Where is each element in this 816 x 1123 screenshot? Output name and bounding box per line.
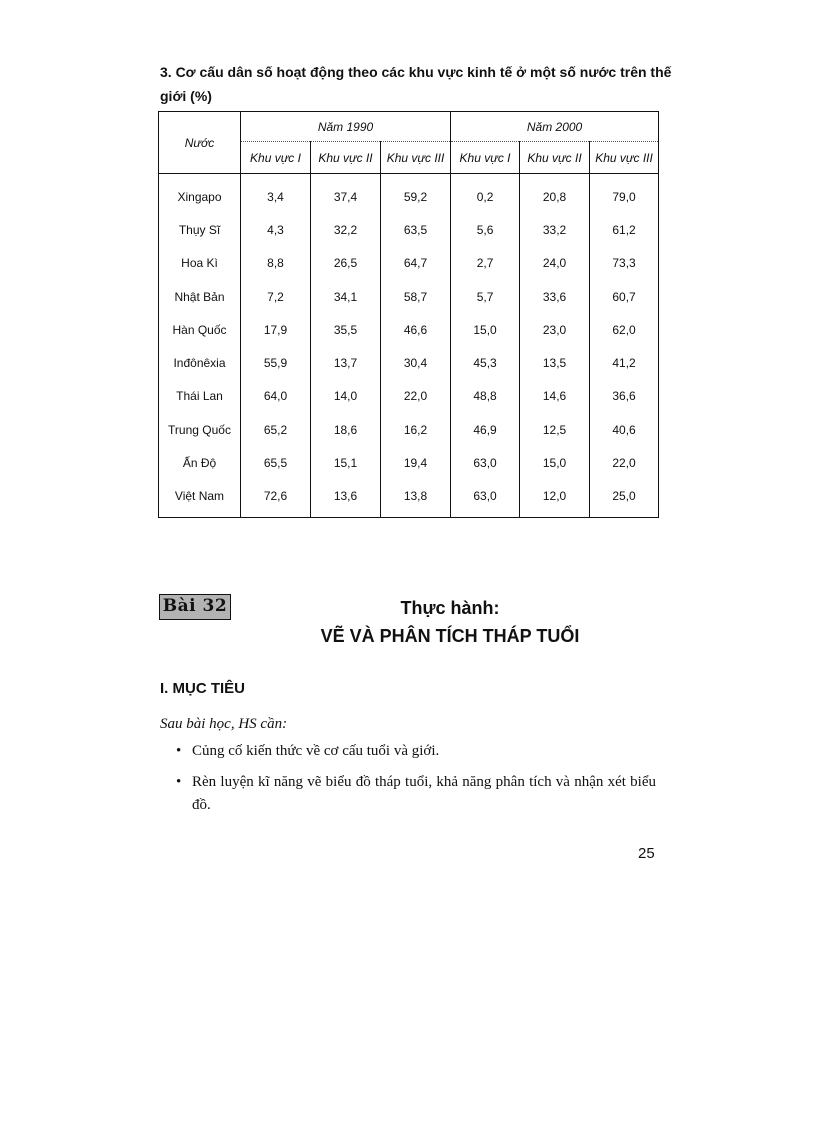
value-cell: 79,0 [590, 174, 659, 214]
value-cell: 33,2 [520, 213, 590, 246]
value-cell: 14,6 [520, 380, 590, 413]
value-cell: 60,7 [590, 280, 659, 313]
value-cell: 5,7 [451, 280, 520, 313]
value-cell: 41,2 [590, 346, 659, 379]
lesson-title-line2: VẼ VÀ PHÂN TÍCH THÁP TUỔI [320, 626, 580, 646]
value-cell: 64,0 [241, 380, 311, 413]
sector-header: Khu vực I [241, 142, 311, 174]
value-cell: 13,6 [311, 480, 381, 518]
value-cell: 46,9 [451, 413, 520, 446]
year-1990-header: Năm 1990 [241, 112, 451, 142]
value-cell: 13,7 [311, 346, 381, 379]
value-cell: 72,6 [241, 480, 311, 518]
sector-header: Khu vực II [311, 142, 381, 174]
page-number: 25 [638, 845, 655, 862]
lesson-badge: Bài 32 [159, 594, 231, 620]
value-cell: 40,6 [590, 413, 659, 446]
value-cell: 62,0 [590, 313, 659, 346]
country-column-header: Nước [159, 112, 241, 174]
table-row [159, 280, 659, 313]
sector-header: Khu vực III [381, 142, 451, 174]
bullet-icon: • [176, 743, 182, 759]
value-cell: 5,6 [451, 213, 520, 246]
table-row [159, 213, 659, 246]
value-cell: 15,0 [451, 313, 520, 346]
value-cell: 45,3 [451, 346, 520, 379]
table-row [159, 313, 659, 346]
country-cell: Xingapo [159, 174, 241, 214]
value-cell: 37,4 [311, 174, 381, 214]
country-cell: Việt Nam [159, 480, 241, 518]
country-cell: Thụy Sĩ [159, 213, 241, 246]
value-cell: 2,7 [451, 247, 520, 280]
value-cell: 4,3 [241, 213, 311, 246]
value-cell: 58,7 [381, 280, 451, 313]
value-cell: 23,0 [520, 313, 590, 346]
country-cell: Inđônêxia [159, 346, 241, 379]
value-cell: 26,5 [311, 247, 381, 280]
list-item [176, 771, 656, 817]
value-cell: 30,4 [381, 346, 451, 379]
table-row [159, 380, 659, 413]
value-cell: 33,6 [520, 280, 590, 313]
bullet-text: Củng cố kiến thức về cơ cấu tuổi và giới. [192, 743, 440, 759]
value-cell: 63,0 [451, 480, 520, 518]
value-cell: 63,0 [451, 446, 520, 479]
value-cell: 15,1 [311, 446, 381, 479]
objectives-heading: I. MỤC TIÊU [160, 680, 245, 697]
list-item [176, 740, 656, 763]
table-row [159, 247, 659, 280]
value-cell: 48,8 [451, 380, 520, 413]
country-cell: Thái Lan [159, 380, 241, 413]
value-cell: 13,8 [381, 480, 451, 518]
value-cell: 63,5 [381, 213, 451, 246]
value-cell: 14,0 [311, 380, 381, 413]
section-title: 3. Cơ cấu dân số hoạt động theo các khu vực kinh tế ở một số nước trên thế giới (%) [160, 64, 672, 104]
value-cell: 8,8 [241, 247, 311, 280]
value-cell: 61,2 [590, 213, 659, 246]
country-cell: Nhật Bản [159, 280, 241, 313]
value-cell: 12,5 [520, 413, 590, 446]
value-cell: 32,2 [311, 213, 381, 246]
objectives-list [176, 740, 656, 825]
lesson-title-line1: Thực hành: [400, 598, 500, 618]
value-cell: 18,6 [311, 413, 381, 446]
value-cell: 12,0 [520, 480, 590, 518]
table-row [159, 446, 659, 479]
value-cell: 16,2 [381, 413, 451, 446]
bullet-text: Rèn luyện kĩ năng vẽ biểu đồ tháp tuổi, khả năng phân tích và nhận xét biểu đồ. [192, 774, 656, 813]
year-2000-header: Năm 2000 [451, 112, 659, 142]
sector-header: Khu vực III [590, 142, 659, 174]
table-row [159, 480, 659, 518]
value-cell: 46,6 [381, 313, 451, 346]
value-cell: 19,4 [381, 446, 451, 479]
value-cell: 17,9 [241, 313, 311, 346]
country-cell: Ấn Độ [159, 446, 241, 479]
value-cell: 3,4 [241, 174, 311, 214]
table-row [159, 174, 659, 214]
value-cell: 22,0 [590, 446, 659, 479]
value-cell: 36,6 [590, 380, 659, 413]
sector-header: Khu vực II [520, 142, 590, 174]
objectives-intro: Sau bài học, HS cần: [160, 716, 288, 732]
value-cell: 25,0 [590, 480, 659, 518]
table-row [159, 413, 659, 446]
country-cell: Hàn Quốc [159, 313, 241, 346]
value-cell: 65,5 [241, 446, 311, 479]
value-cell: 0,2 [451, 174, 520, 214]
table-row [159, 346, 659, 379]
population-structure-table [158, 111, 659, 518]
value-cell: 20,8 [520, 174, 590, 214]
sector-header: Khu vực I [451, 142, 520, 174]
value-cell: 22,0 [381, 380, 451, 413]
value-cell: 64,7 [381, 247, 451, 280]
value-cell: 55,9 [241, 346, 311, 379]
value-cell: 34,1 [311, 280, 381, 313]
lesson-title [250, 594, 650, 650]
country-cell: Hoa Kì [159, 247, 241, 280]
value-cell: 73,3 [590, 247, 659, 280]
value-cell: 65,2 [241, 413, 311, 446]
value-cell: 7,2 [241, 280, 311, 313]
value-cell: 24,0 [520, 247, 590, 280]
value-cell: 15,0 [520, 446, 590, 479]
bullet-icon: • [176, 774, 182, 790]
country-cell: Trung Quốc [159, 413, 241, 446]
value-cell: 59,2 [381, 174, 451, 214]
value-cell: 13,5 [520, 346, 590, 379]
value-cell: 35,5 [311, 313, 381, 346]
